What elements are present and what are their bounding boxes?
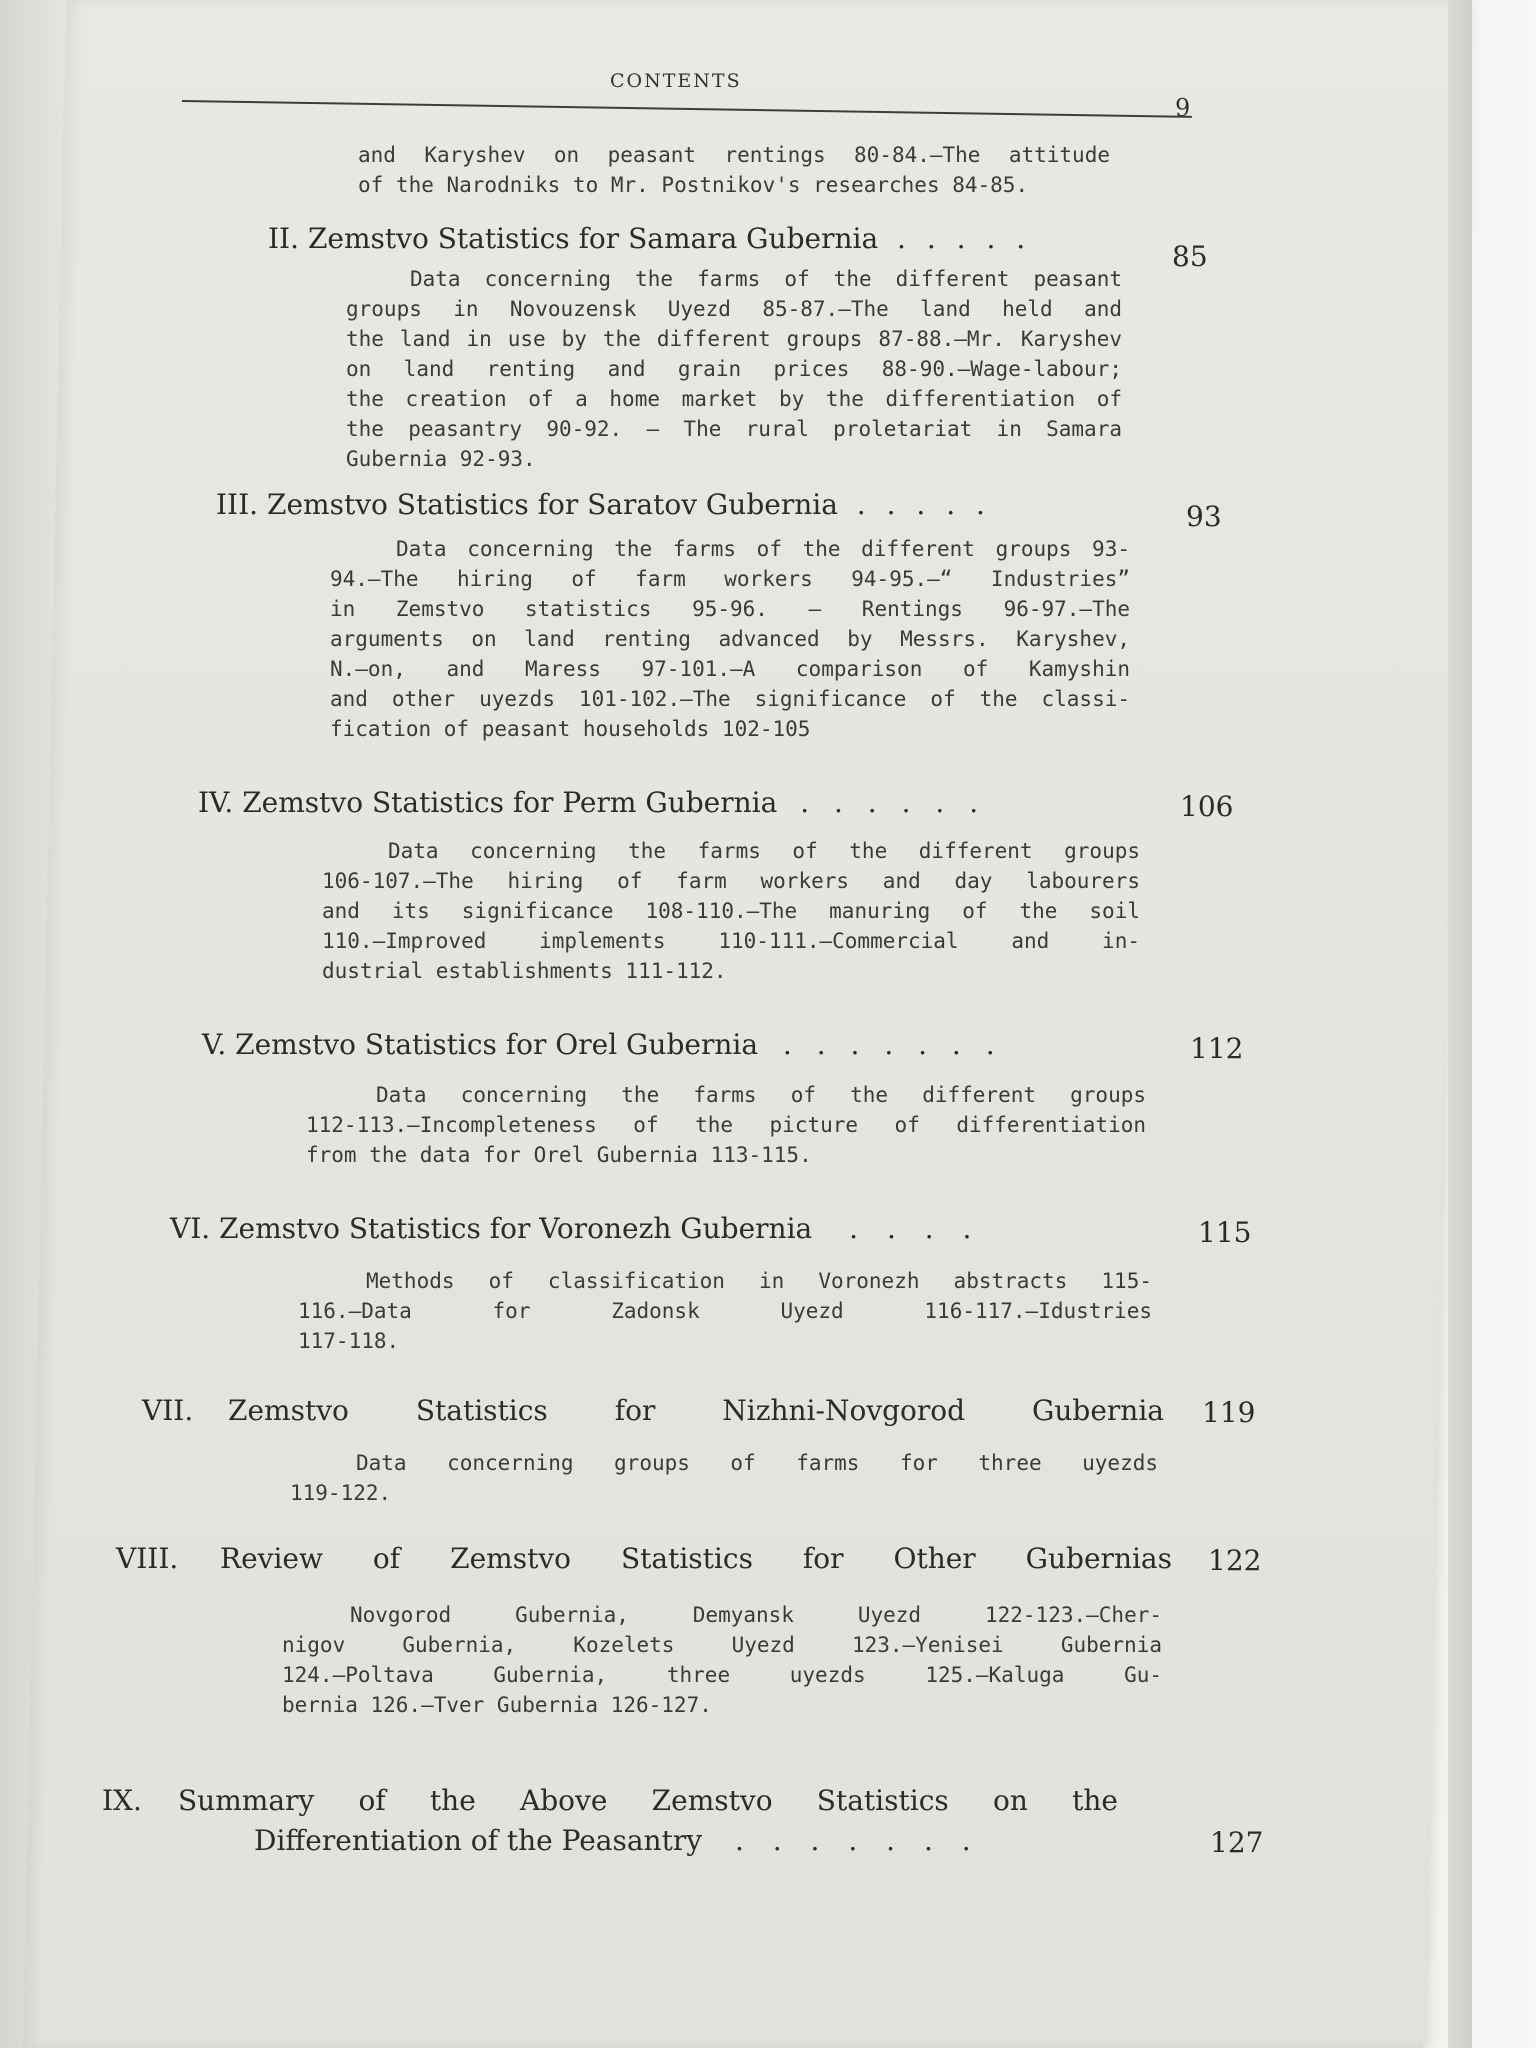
entry-title: Zemstvo Statistics for Samara Gubernia xyxy=(307,222,879,255)
description-line: from the data for Orel Gubernia 113-115. xyxy=(306,1143,812,1167)
entry-title: Zemstvo Statistics for Voronezh Gubernia xyxy=(219,1212,813,1245)
description-line: and Karyshev on peasant rentings 80-84.—The attitude xyxy=(358,143,1110,167)
entry-leader: . . . . . . . xyxy=(734,1824,981,1857)
description-line: Data concerning the farms of the different groups xyxy=(376,1083,1146,1107)
description-line: and its significance 108-110.—The manuring of the soil xyxy=(322,899,1140,923)
toc-entry-ii-description xyxy=(346,264,1122,474)
toc-entry-vi-page: 115 xyxy=(1198,1216,1252,1249)
entry-title: Zemstvo Statistics for Nizhni-Novgorod Gubernia xyxy=(228,1394,1164,1427)
toc-entry-viii-page: 122 xyxy=(1208,1544,1262,1577)
description-line: 116.—Data for Zadonsk Uyezd 116-117.—Idustries xyxy=(298,1299,1152,1323)
page-number: 9 xyxy=(1175,94,1191,122)
toc-entry-viii-description xyxy=(282,1600,1162,1720)
toc-entry-iv-description xyxy=(322,836,1140,986)
toc-entry-vi-title xyxy=(170,1212,981,1245)
toc-entry-ix-page: 127 xyxy=(1210,1826,1264,1859)
description-line: Data concerning the farms of the different groups xyxy=(388,839,1140,863)
description-line: dustrial establishments 111-112. xyxy=(322,959,727,983)
description-line: the creation of a home market by the differentiation of xyxy=(346,387,1122,411)
entry-numeral: IV. xyxy=(198,786,234,819)
toc-entry-iii-page: 93 xyxy=(1186,500,1222,533)
description-line: on land renting and grain prices 88-90.—Wage-labour; xyxy=(346,357,1122,381)
toc-entry-vii-page: 119 xyxy=(1202,1396,1256,1429)
description-line: 112-113.—Incompleteness of the picture of differentiation xyxy=(306,1113,1146,1137)
description-line: Data concerning the farms of the different peasant xyxy=(410,267,1122,291)
entry-leader: . . . . xyxy=(849,1212,982,1245)
description-line: Methods of classification in Voronezh abstracts 115- xyxy=(366,1269,1152,1293)
entry-numeral: II. xyxy=(268,222,300,255)
entry-title-line2: Differentiation of the Peasantry xyxy=(254,1824,703,1857)
toc-entry-ix-title-line2 xyxy=(254,1824,981,1857)
description-line: Data concerning groups of farms for three uyezds xyxy=(356,1451,1158,1475)
toc-entry-iii-title xyxy=(216,488,991,521)
toc-entry-v-page: 112 xyxy=(1190,1032,1244,1065)
toc-entry-iii-description xyxy=(330,534,1130,744)
description-line: N.—on, and Maress 97-101.—A comparison of Kamyshin xyxy=(330,657,1130,681)
entry-leader: . . . . . xyxy=(897,222,1032,255)
entry-numeral: III. xyxy=(216,488,259,521)
entry-leader: . . . . . . . xyxy=(782,1028,1003,1061)
description-line: arguments on land renting advanced by Messrs. Karyshev, xyxy=(330,627,1130,651)
entry-numeral: IX. xyxy=(102,1784,142,1817)
description-line: 119-122. xyxy=(290,1481,392,1505)
description-line: the peasantry 90-92. — The rural proletariat in Samara xyxy=(346,417,1122,441)
description-line: bernia 126.—Tver Gubernia 126-127. xyxy=(282,1693,712,1717)
entry-numeral: VII. xyxy=(142,1394,194,1427)
description-line: nigov Gubernia, Kozelets Uyezd 123.—Yenisei Gubernia xyxy=(282,1633,1162,1657)
entry-title: Zemstvo Statistics for Saratov Gubernia xyxy=(267,488,838,521)
description-line: 94.—The hiring of farm workers 94-95.—“ Industries” xyxy=(330,567,1130,591)
entry-numeral: V. xyxy=(202,1028,227,1061)
toc-entry-iv-title xyxy=(198,786,986,819)
entry-title: Zemstvo Statistics for Perm Gubernia xyxy=(242,786,778,819)
header-rule xyxy=(182,100,1192,118)
description-line: 124.—Poltava Gubernia, three uyezds 125.—Kaluga Gu- xyxy=(282,1663,1162,1687)
toc-entry-ii-title xyxy=(268,222,1031,255)
description-line: fication of peasant households 102-105 xyxy=(330,717,811,741)
toc-entry-iv-page: 106 xyxy=(1180,790,1234,823)
description-line: Novgorod Gubernia, Demyansk Uyezd 122-123.—Cher- xyxy=(350,1603,1162,1627)
entry-numeral: VIII. xyxy=(116,1542,179,1575)
description-line: Gubernia 92-93. xyxy=(346,447,536,471)
description-line: of the Narodniks to Mr. Postnikov's researches 84-85. xyxy=(358,173,1029,197)
entry-leader: . . . . . xyxy=(856,488,991,521)
description-line: Data concerning the farms of the different groups 93- xyxy=(396,537,1130,561)
description-line: 106-107.—The hiring of farm workers and day labourers xyxy=(322,869,1140,893)
running-head: CONTENTS xyxy=(610,70,742,92)
toc-entry-viii-title: Review of Zemstvo Statistics for Other Gubernias xyxy=(220,1542,1172,1575)
entry-title: Zemstvo Statistics for Orel Gubernia xyxy=(235,1028,759,1061)
description-line: and other uyezds 101-102.—The significance of the classi- xyxy=(330,687,1130,711)
entry-leader: . . . . . . xyxy=(800,786,987,819)
toc-entry-ii-page: 85 xyxy=(1172,240,1208,273)
entry-numeral: VI. xyxy=(170,1212,211,1245)
toc-entry-v-title xyxy=(202,1028,1003,1061)
description-line: the land in use by the different groups 87-88.—Mr. Karyshev xyxy=(346,327,1122,351)
description-line: in Zemstvo statistics 95-96. — Rentings 96-97.—The xyxy=(330,597,1130,621)
toc-entry-v-description xyxy=(306,1080,1146,1170)
intro-description xyxy=(358,140,1110,200)
toc-entry-vii-description xyxy=(290,1448,1158,1508)
description-line: 110.—Improved implements 110-111.—Commercial and in- xyxy=(322,929,1140,953)
toc-entry-ix-title: Summary of the Above Zemstvo Statistics on the xyxy=(178,1784,1118,1817)
toc-entry-vi-description xyxy=(298,1266,1152,1356)
description-line: groups in Novouzensk Uyezd 85-87.—The land held and xyxy=(346,297,1122,321)
description-line: 117-118. xyxy=(298,1329,400,1353)
